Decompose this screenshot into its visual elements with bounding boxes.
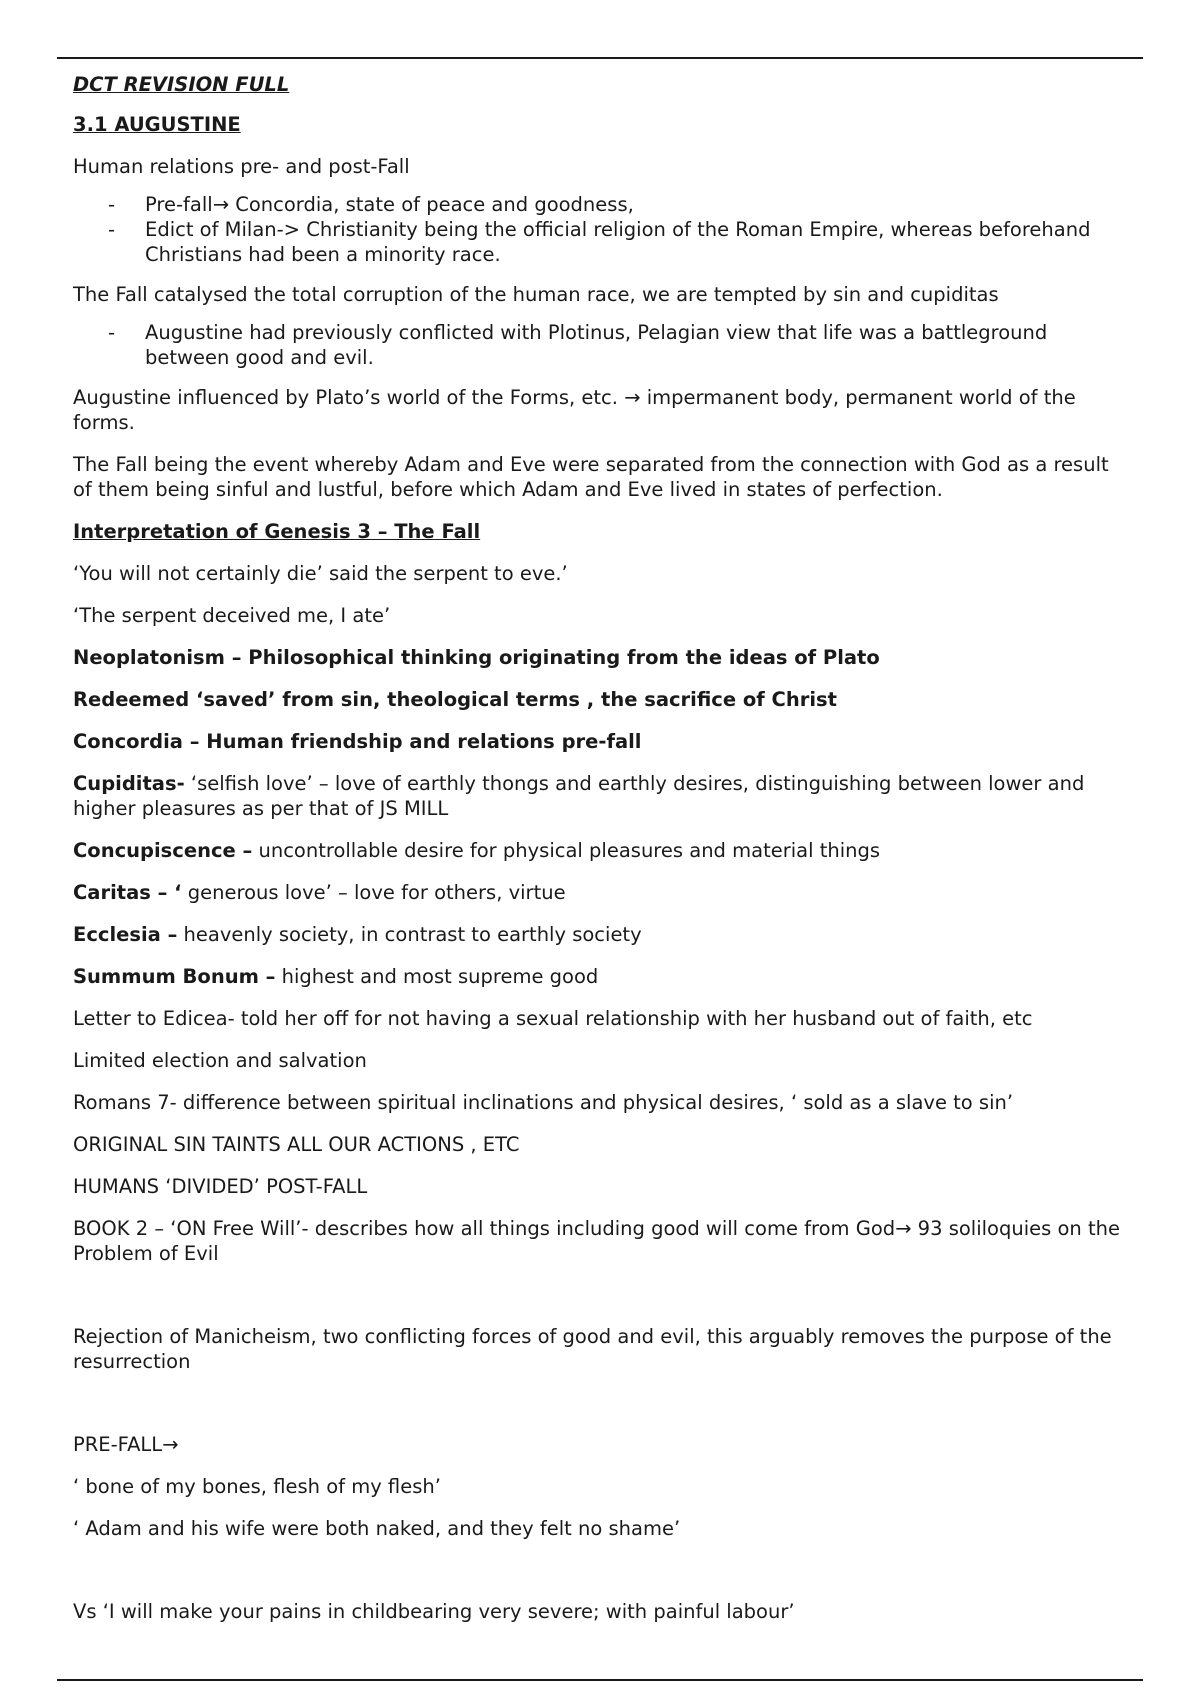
genesis-heading: Interpretation of Genesis 3 – The Fall [73, 520, 481, 543]
definition-ecclesia: Ecclesia – heavenly society, in contrast to earthly society [73, 923, 642, 946]
prefall-list [73, 192, 1133, 267]
definition-concupiscence: Concupiscence – uncontrollable desire for physical pleasures and material things [73, 839, 881, 862]
definition-summum-bonum: Summum Bonum – highest and most supreme good [73, 965, 599, 988]
definition-caritas: Caritas – ‘ generous love’ – love for others, virtue [73, 881, 566, 904]
list-item: - Augustine had previously conflicted with Plotinus, Pelagian view that life was a battleground between good and evil. [108, 321, 1048, 369]
intro-paragraph: Human relations pre- and post-Fall [73, 155, 410, 178]
term-neoplatonism: Neoplatonism – Philosophical thinking originating from the ideas of Plato [73, 646, 880, 669]
plato-paragraph: Augustine influenced by Plato’s world of the Forms, etc. → impermanent body, permanent world of the forms. [73, 386, 1076, 434]
humans-divided: HUMANS ‘DIVIDED’ POST-FALL [73, 1175, 368, 1198]
limited-election: Limited election and salvation [73, 1049, 367, 1072]
list-item: - Edict of Milan-> Christianity being the official religion of the Roman Empire, whereas beforehand Christians had been a minority race. [108, 218, 1091, 266]
book-2-paragraph: BOOK 2 – ‘ON Free Will’- describes how all things including good will come from God→ 93 soliloquies on the Problem of Evil [73, 1217, 1120, 1265]
top-rule [57, 57, 1143, 59]
romans-7: Romans 7- difference between spiritual inclinations and physical desires, ‘ sold as a slave to sin’ [73, 1091, 1014, 1114]
fall-paragraph: The Fall catalysed the total corruption of the human race, we are tempted by sin and cupiditas [73, 283, 999, 306]
prefall-label: PRE-FALL→ [73, 1433, 179, 1456]
quote-deceived: ‘The serpent deceived me, I ate’ [73, 604, 391, 627]
document-title: DCT REVISION FULL [73, 73, 290, 96]
quote-childbearing: Vs ‘I will make your pains in childbearing very severe; with painful labour’ [73, 1600, 795, 1623]
section-heading: 3.1 AUGUSTINE [73, 113, 241, 136]
plotinus-list [73, 320, 1133, 370]
list-item: - Pre-fall→ Concordia, state of peace and goodness, [108, 193, 634, 216]
term-redeemed: Redeemed ‘saved’ from sin, theological terms , the sacrifice of Christ [73, 688, 837, 711]
letter-edicea: Letter to Edicea- told her off for not having a sexual relationship with her husband out of faith, etc [73, 1007, 1033, 1030]
quote-naked: ‘ Adam and his wife were both naked, and they felt no shame’ [73, 1517, 681, 1540]
fall-event-paragraph: The Fall being the event whereby Adam and Eve were separated from the connection with God as a result of them being sinful and lustful, before which Adam and Eve lived in states of perfection. [73, 453, 1109, 501]
definition-cupiditas: Cupiditas- ‘selfish love’ – love of earthly thongs and earthly desires, distinguishing between lower and higher pleasures as per that of JS MILL [73, 772, 1085, 820]
quote-serpent: ‘You will not certainly die’ said the serpent to eve.’ [73, 562, 568, 585]
manicheism-paragraph: Rejection of Manicheism, two conflicting forces of good and evil, this arguably removes the purpose of the resurrection [73, 1325, 1112, 1373]
original-sin: ORIGINAL SIN TAINTS ALL OUR ACTIONS , ETC [73, 1133, 520, 1156]
document-page [73, 72, 1133, 1641]
bottom-rule [57, 1679, 1143, 1681]
quote-bone: ‘ bone of my bones, flesh of my flesh’ [73, 1475, 441, 1498]
term-concordia: Concordia – Human friendship and relations pre-fall [73, 730, 642, 753]
